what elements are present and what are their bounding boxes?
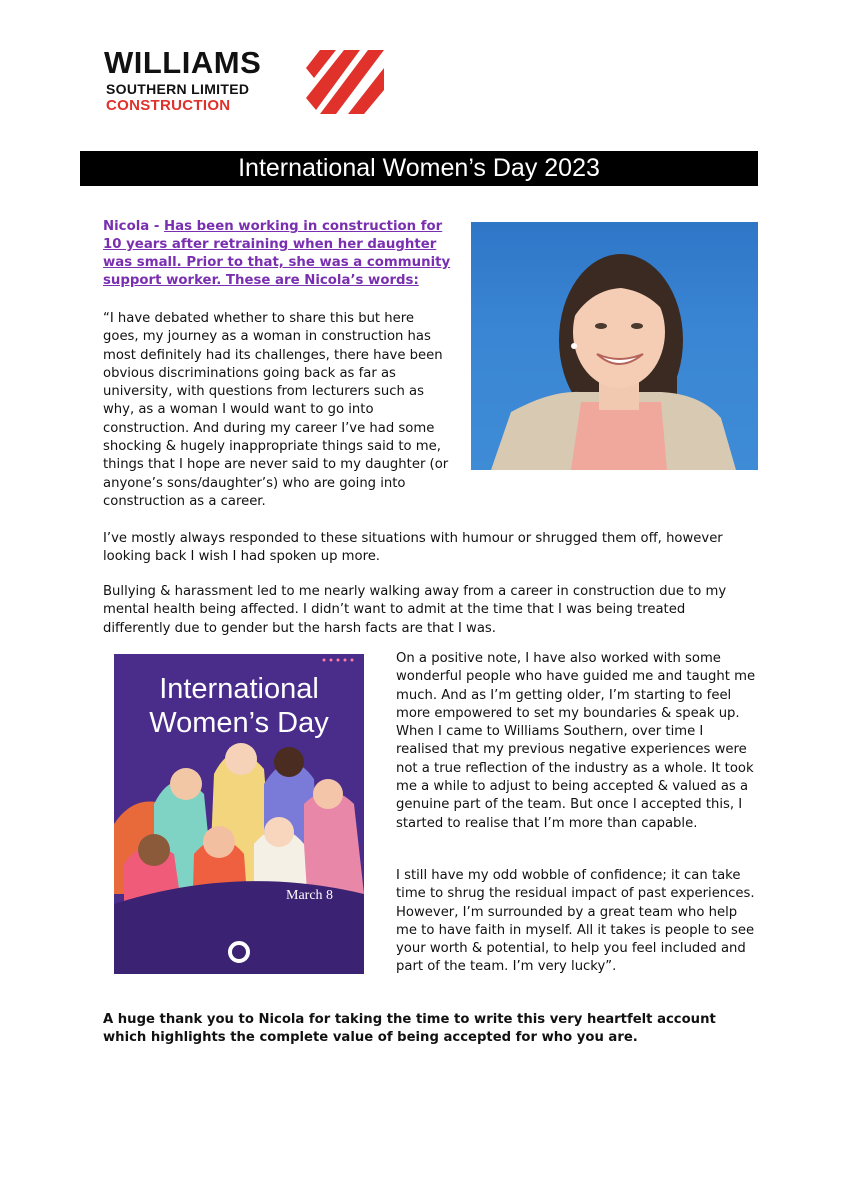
nicola-photo [471,222,758,470]
company-logo [104,46,384,118]
thank-you-note: A huge thank you to Nicola for taking the time to write this very heartfelt account which highlights the complete value of being accepted for who you are. [103,1012,716,1046]
paragraph-bullying: Bullying & harassment led to me nearly walking away from a career in construction due to my mental health being affected. I didn’t want to admit at the time that I was being treated differently due to gender but the harsh facts are that I was. [103,584,727,636]
logo-wordmark: WILLIAMS [104,45,262,80]
portrait-illustration [471,222,758,470]
poster-title-line2: Women’s Day [149,707,329,739]
paragraph-confidence: I still have my odd wobble of confidence; it can take time to shrug the residual impact of past experiences. However, I’m surrounded by a great team who help me to have faith in myself. All it takes is people to see your worth & potential, to help you feel included and part of the team. I’m very lucky”. [396,868,755,975]
logo-stripes-icon [306,50,386,116]
page-title: International Women’s Day 2023 [80,151,758,186]
poster-title [114,672,364,740]
iwd-poster [114,654,364,974]
paragraph-responses: I’ve mostly always responded to these situations with humour or shrugged them off, however looking back I wish I had spoken up more. [103,531,723,565]
poster-title-line1: International [159,673,319,705]
intro-description: Has been working in construction for 10 years after retraining when her daughter was small. Prior to that, she was a community support worker. These are Nicola’s words: [103,219,451,288]
intro-heading [103,218,455,290]
paragraph-positive: On a positive note, I have also worked with some wonderful people who have guided me and taught me much. And as I’m getting older, I’m starting to feel more empowered to set my boundaries & speak up. When I came to Williams Southern, over time I realised that my previous negative experiences were not a true reflection of the industry as a whole. It took me a while to adjust to being accepted & valued as a genuine part of the team. But once I accepted this, I started to realise that I’m more than capable. [396,651,756,831]
poster-date: March 8 [286,888,334,903]
logo-subtitle: SOUTHERN LIMITED [106,81,250,97]
paragraph-quote-start: “I have debated whether to share this but here goes, my journey as a woman in construction has most definitely had its challenges, there have been obvious discriminations going back as far as university, with questions from lecturers such as why, as a woman I would want to go into construction. And during my career I’ve had some shocking & hugely inappropriate things said to me, things that I hope are never said to my daughter (or anyone’s sons/daughter’s) who are going into construction as a career. [103,311,449,509]
intro-name: Nicola - [103,219,165,234]
logo-construction: CONSTRUCTION [106,97,231,114]
